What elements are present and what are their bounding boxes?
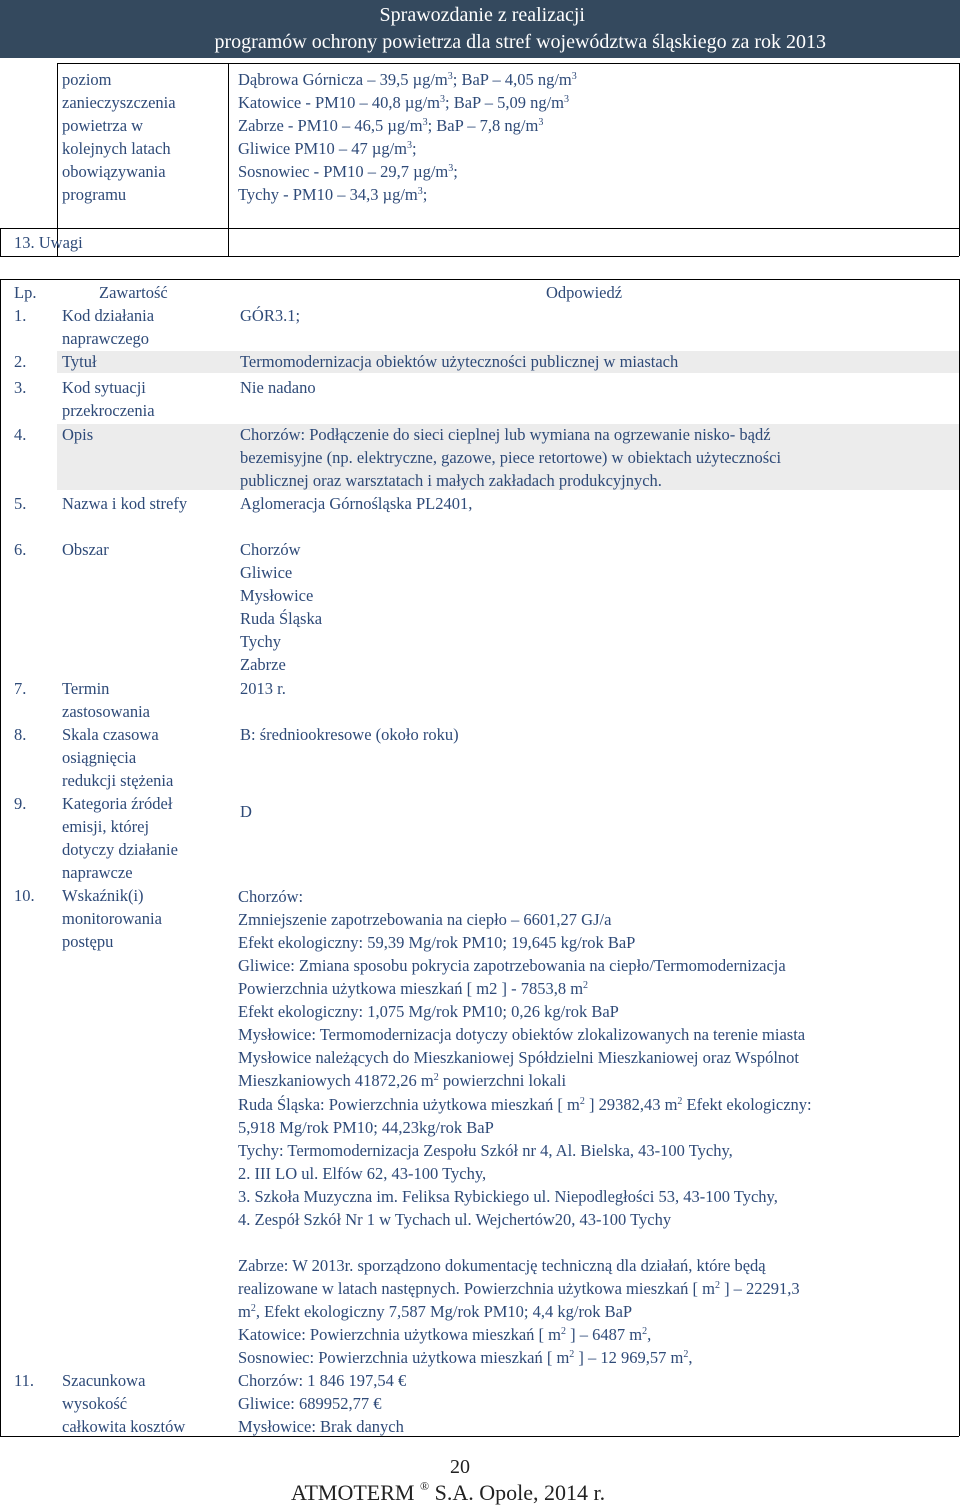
table-line — [0, 228, 959, 229]
table-line — [57, 63, 959, 64]
table-line — [0, 256, 959, 257]
header-line-1: Sprawozdanie z realizacji — [379, 4, 585, 26]
col-header-lp: Lp. — [14, 283, 37, 302]
table-line — [228, 63, 229, 256]
col-header-content: Zawartość — [99, 283, 168, 302]
table-line — [0, 279, 1, 1436]
header-line-2: programów ochrony powietrza dla stref województwa śląskiego za rok 2013 — [214, 31, 826, 53]
row-13-label: 13. Uwagi — [14, 233, 83, 252]
page-number: 20 — [450, 1456, 470, 1478]
col-header-answer: Odpowiedź — [546, 283, 623, 302]
report-page: Sprawozdanie z realizacji programów ochrony powietrza dla stref województwa śląskiego za rok 2013 poziom zanieczyszczenia powietrza w kolejnych latach obowiązywania programu Dąbrowa Górnicza – 39,5 $\mu g/m^3$; BaP – 4,05 $ng/m^3$ Katowice - PM10 – 40,8 $\mu g/m^3$; BaP – 5,09 $ng/m^3$ Zabrze - PM10 – 46,5 $\mu g/m^3$; BaP – 7,8 $ng/m^3$ Gliwice PM10 – 47 $\mu g/m^3$; Sosnowiec - PM10 – 29,7 $\mu g/m^3$; Tychy - PM10 – 34,3 $\mu g/m^3$; 13. Uwagi Lp. Zawartość Odpowiedź 1. Kod działania naprawczego GÓR3.1; 2. Tytuł Termomodernizacja obiektów użyteczności publicznej w miastach 3. Kod sytuacji przekroczenia Nie nadano 4. Opis Chorzów: Podłączenie do sieci cieplnej lub wymiana na ogrzewanie nisko- bądź bezemisyjne (np. elektryczne, gazowe, piece retortowe) w obiektach użyteczności publicznej oraz warsztatach i małych zakładach produkcyjnych. 5. Nazwa i kod strefy Aglomeracja Górnośląska PL2401, 6. Obszar Chorzów Gliwice Mysłowice Ruda Śląska Tychy Zabrze 7. Termin zastosowania 2013 r. 8. Skala czasowa osiągnięcia redukcji stężenia B: średniookresowe (około roku) 9. Kategoria źródeł emisji, której dotyczy działanie naprawcze D 10. Wskaźnik(i) monitorowania postępu Chorzów: Zmniejszenie zapotrzebowania na ciepło – 6601,27 GJ/a Efekt ekologiczny: 59,39 Mg/rok PM10; 19,645 kg/rok BaP Gliwice: Zmiana sposobu pokrycia zapotrzebowania na ciepło/Termomodernizacja Powierzchnia użytkowa mieszkań [ m2 ] - 7853,8 $m^2$ Efekt ekologiczny: 1,075 Mg/rok PM10; 0,26 kg/rok BaP Mysłowice: Termomodernizacja dotyczy obiektów zlokalizowanych na terenie miasta Mysłowice należących do Mieszkaniowej Spółdzielni Mieszkaniowej oraz Wspólnot Mieszkaniowych 41872,26 $m^2$ powierzchni lokali Ruda Śląska: Powierzchnia użytkowa mieszkań [ $m^2$ ] 29382,43 $m^2$ Efekt ekologiczny: 5,918 Mg/rok PM10; 44,23kg/rok BaP Tychy: Termomodernizacja Zespołu Szkół nr 4, Al. Bielska, 43-100 Tychy, 2. III LO ul. Elfów 62, 43-100 Tychy, 3. Szkoła Muzyczna im. Feliksa Rybickiego ul. Niepodległości 53, 43-100 Tychy, 4. Zespół Szkół Nr 1 w Tychach ul. Wejchertów20, 43-100 Tychy Zabrze: W 2013r. sporządzono dokumentację techniczną dla działań, które będą realizowane w latach następnych. Powierzchnia użytkowa mieszkań [ $m^2$ ] – 22291,3 $m^2$, Efekt ekologiczny 7,587 Mg/rok PM10; 4,4 kg/rok BaP Katowice: Powierzchnia użytkowa mieszkań [ $m^2$ ] – 6487 $m^2$, Sosnowiec: Powierzchnia użytkowa mieszkań [ $m^2$ ] – 12 969,57 $m^2$, 11. Szacunkowa wysokość całkowita kosztów Chorzów: 1 846 197,54 € Gliwice: 689952,77 € Mysłowice: Brak danych 20 ATMOTERM ® S.A. Opole, 2014 r. — [0, 0, 960, 1507]
table-line — [0, 228, 1, 256]
page-header — [0, 0, 960, 58]
footer-company: ATMOTERM ® S.A. Opole, 2014 r. — [291, 1479, 606, 1505]
table-line — [0, 279, 959, 280]
table-line — [57, 63, 58, 256]
